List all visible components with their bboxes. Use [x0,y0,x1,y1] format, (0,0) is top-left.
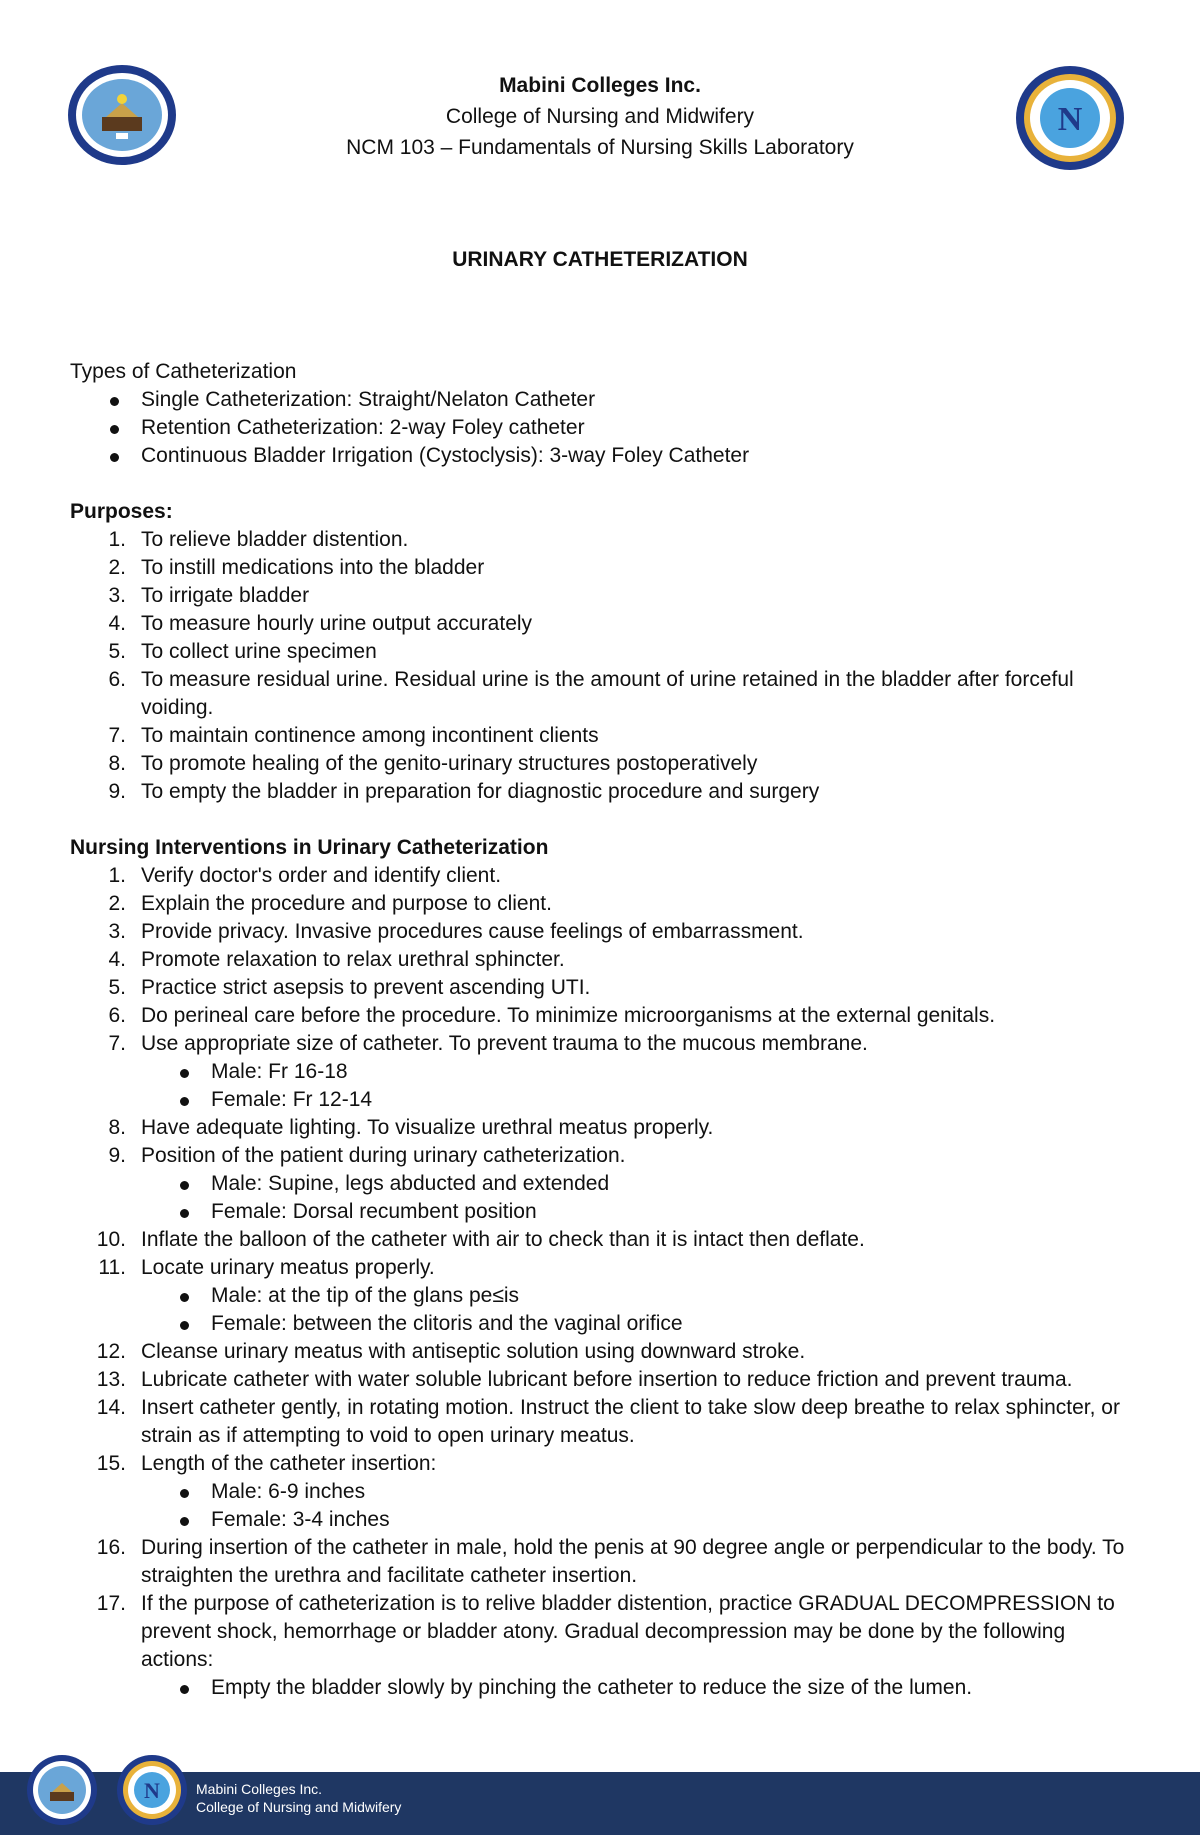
item-text: Verify doctor's order and identify client. [141,864,502,887]
list-item [108,638,1130,666]
sub-list-item: Empty the bladder slowly by pinching the catheter to reduce the size of the lumen. [211,1674,1130,1702]
nursing-midwifery-seal-logo [1014,64,1126,172]
document-body [70,358,1130,1702]
item-number: 6. [108,668,126,691]
list-item: Continuous Bladder Irrigation (Cystoclysis): 3-way Foley Catheter [141,442,1130,470]
item-number: 1. [108,864,126,887]
item-number: 12. [96,1340,126,1363]
org-name: Mabini Colleges Inc. [499,74,701,97]
mabini-colleges-seal-logo [66,63,178,167]
list-item [96,1226,1130,1254]
item-number: 2. [108,556,126,579]
item-text: Promote relaxation to relax urethral sphincter. [141,948,565,971]
item-number: 1. [108,528,126,551]
item-number: 2. [108,892,126,915]
list-item [96,1394,1130,1450]
list-item [108,918,1130,946]
list-item [108,1002,1130,1030]
item-text: Lubricate catheter with water soluble lubricant before insertion to reduce friction and prevent trauma. [141,1368,1073,1391]
item-text: To promote healing of the genito-urinary structures postoperatively [141,752,758,775]
interventions-list [70,862,1130,1702]
item-text: Inflate the balloon of the catheter with air to check than it is intact then deflate. [141,1228,865,1251]
list-item: Single Catheterization: Straight/Nelaton Catheter [141,386,1130,414]
item-text: To measure residual urine. Residual urine is the amount of urine retained in the bladder after forceful voiding. [141,668,1074,719]
item-number: 13. [96,1368,126,1391]
item-text: Provide privacy. Invasive procedures cause feelings of embarrassment. [141,920,804,943]
footer-nursing-seal-logo [116,1754,188,1826]
types-heading: Types of Catheterization [70,360,297,383]
item-text: To measure hourly urine output accurately [141,612,533,635]
list-item [108,890,1130,918]
purposes-list [70,526,1130,806]
footer-college: College of Nursing and Midwifery [196,1799,402,1815]
sub-list [141,1058,1130,1114]
item-number: 5. [108,976,126,999]
item-number: 9. [108,780,126,803]
footer-org: Mabini Colleges Inc. [196,1781,323,1797]
item-text: Length of the catheter insertion: [141,1452,437,1475]
item-number: 10. [96,1228,126,1251]
sub-list-item: Female: Fr 12-14 [211,1086,1130,1114]
item-text: Position of the patient during urinary catheterization. [141,1144,626,1167]
item-text: If the purpose of catheterization is to relive bladder distention, practice GRADUAL DECOMPRESSION to prevent shock, hemorrhage or bladder atony. Gradual decompression may be done by the following actions: [141,1592,1115,1671]
item-number: 8. [108,752,126,775]
list-item [108,1114,1130,1142]
item-number: 17. [96,1592,126,1615]
item-text: Insert catheter gently, in rotating motion. Instruct the client to take slow deep breathe to relax sphincter, or strain as if attempting to void to open urinary meatus. [141,1396,1120,1447]
item-text: Cleanse urinary meatus with antiseptic solution using downward stroke. [141,1340,806,1363]
item-number: 14. [96,1396,126,1419]
item-number: 6. [108,1004,126,1027]
list-item [108,946,1130,974]
sub-list-item: Male: 6-9 inches [211,1478,1130,1506]
list-item [108,554,1130,582]
sub-list-item: Female: 3-4 inches [211,1506,1130,1534]
item-text: Use appropriate size of catheter. To prevent trauma to the mucous membrane. [141,1032,868,1055]
item-number: 15. [96,1452,126,1475]
list-item [108,862,1130,890]
item-text: To empty the bladder in preparation for diagnostic procedure and surgery [141,780,820,803]
sub-list-item: Female: between the clitoris and the vaginal orifice [211,1310,1130,1338]
list-item [108,582,1130,610]
sub-list-item: Male: Fr 16-18 [211,1058,1130,1086]
document-title: URINARY CATHETERIZATION [452,248,748,271]
sub-list [141,1282,1130,1338]
svg-text:N: N [1057,101,1083,138]
college-name: College of Nursing and Midwifery [445,105,755,128]
types-list [70,386,1130,470]
svg-text:N: N [144,1778,160,1803]
item-text: Locate urinary meatus properly. [141,1256,435,1279]
list-item [96,1534,1130,1590]
list-item [108,610,1130,638]
item-number: 3. [108,920,126,943]
list-item [108,1030,1130,1114]
item-text: To irrigate bladder [141,584,310,607]
sub-list [141,1478,1130,1534]
item-number: 4. [108,948,126,971]
list-item [108,778,1130,806]
item-number: 4. [108,612,126,635]
item-text: Explain the procedure and purpose to client. [141,892,552,915]
sub-list-item: Male: at the tip of the glans pe≤is [211,1282,1130,1310]
item-number: 7. [108,1032,126,1055]
item-text: Have adequate lighting. To visualize urethral meatus properly. [141,1116,714,1139]
sub-list-item: Female: Dorsal recumbent position [211,1198,1130,1226]
list-item: Retention Catheterization: 2-way Foley catheter [141,414,1130,442]
item-number: 11. [98,1256,126,1279]
list-item [108,666,1130,722]
item-text: Practice strict asepsis to prevent ascending UTI. [141,976,591,999]
item-text: To relieve bladder distention. [141,528,409,551]
interventions-heading: Nursing Interventions in Urinary Catheterization [70,836,549,859]
item-number: 8. [108,1116,126,1139]
course-name: NCM 103 – Fundamentals of Nursing Skills Laboratory [346,136,854,159]
list-item [108,750,1130,778]
list-item [108,1142,1130,1226]
item-number: 16. [96,1536,126,1559]
list-item [96,1338,1130,1366]
list-item [96,1366,1130,1394]
sub-list [141,1674,1130,1702]
purposes-heading: Purposes: [70,500,173,523]
sub-list [141,1170,1130,1226]
list-item [96,1450,1130,1534]
list-item [108,974,1130,1002]
item-number: 9. [108,1144,126,1167]
item-text: To collect urine specimen [141,640,377,663]
item-text: Do perineal care before the procedure. To minimize microorganisms at the external genitals. [141,1004,996,1027]
list-item [96,1590,1130,1702]
footer-mabini-seal-logo [26,1754,98,1826]
list-item [108,526,1130,554]
item-text: During insertion of the catheter in male, hold the penis at 90 degree angle or perpendicular to the body. To straighten the urethra and facilitate catheter insertion. [141,1536,1125,1587]
sub-list-item: Male: Supine, legs abducted and extended [211,1170,1130,1198]
item-text: To maintain continence among incontinent clients [141,724,599,747]
letterhead [200,70,1000,163]
item-number: 3. [108,584,126,607]
item-number: 5. [108,640,126,663]
footer-text [196,1780,401,1816]
item-text: To instill medications into the bladder [141,556,485,579]
list-item [98,1254,1130,1338]
item-number: 7. [108,724,126,747]
list-item [108,722,1130,750]
